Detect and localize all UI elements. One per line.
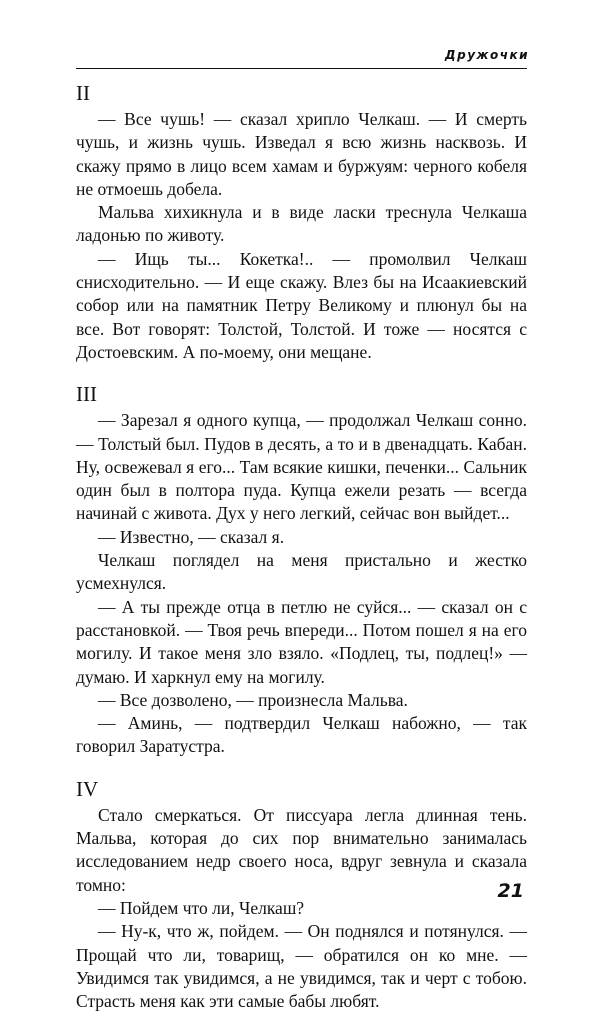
paragraph: — Зарезал я одного купца, — продолжал Челкаш сонно. — Толстый был. Пудов в десять, а то и в двенадцать. Кабан. Ну, освежевал я его... Там всякие кишки, печенки... Сальник один был в полтора пуда. Купца ежели резать — всегда начинай с живота. Дух у него легкий, сейчас вон выйдет... — [76, 410, 527, 524]
paragraph: — Все чушь! — сказал хрипло Челкаш. — И смерть чушь, и жизнь чушь. Изведал я всю жизнь насквозь. И скажу прямо в лицо всем хамам и буржуям: черного кобеля не отмоешь добела. — [76, 109, 527, 199]
body-text — [76, 80, 527, 1013]
section-numeral: IV — [76, 776, 99, 801]
paragraph: — Ищь ты... Кокетка!.. — промолвил Челкаш снисходительно. — И еще скажу. Влез бы на Исаакиевский собор или на памятник Петру Великому и плюнул бы на все. Вот говорят: Толстой, Толстой. И тоже — носятся с Достоевским. А по-моему, они мещане. — [76, 248, 527, 362]
paragraph: Мальва хихикнула и в виде ласки треснула Челкаша ладонью по животу. — [76, 202, 527, 246]
section-numeral: II — [76, 81, 90, 105]
section-numeral: III — [76, 382, 97, 407]
paragraph: Стало смеркаться. От писсуара легла длинная тень. Мальва, которая до сих пор внимательно занималась исследованием недр своего носа, вдруг зевнула и сказала томно: — [76, 804, 527, 895]
paragraph: — А ты прежде отца в петлю не суйся... — сказал он с расстановкой. — Твоя речь впереди... Потом пошел я на его могилу. И такое меня зло взяло. «Подлец, ты, подлец!» — думаю. И харкнул ему на могилу. — [76, 596, 527, 687]
page-number: 21 — [497, 880, 524, 902]
paragraph: — Аминь, — подтвердил Челкаш набожно, — так говорил Заратустра. — [76, 713, 527, 757]
paragraph: — Пойдем что ли, Челкаш? — [98, 897, 305, 918]
running-head: Дружочки — [444, 48, 529, 62]
paragraph: — Ну-к, что ж, пойдем. — Он поднялся и потянулся. — Прощай что ли, товарищ, — обратился он ко мне. — Увидимся так увидимся, а не увидимся, так и черт с тобою. Страсть меня как эти самые бабы любят. — [76, 921, 527, 1012]
paragraph: — Все дозволено, — произнесла Мальва. — [98, 689, 408, 710]
paragraph: — Известно, — сказал я. — [98, 526, 285, 547]
paragraph: Челкаш поглядел на меня пристально и жестко усмехнулся. — [76, 550, 527, 594]
header-rule — [76, 68, 527, 69]
